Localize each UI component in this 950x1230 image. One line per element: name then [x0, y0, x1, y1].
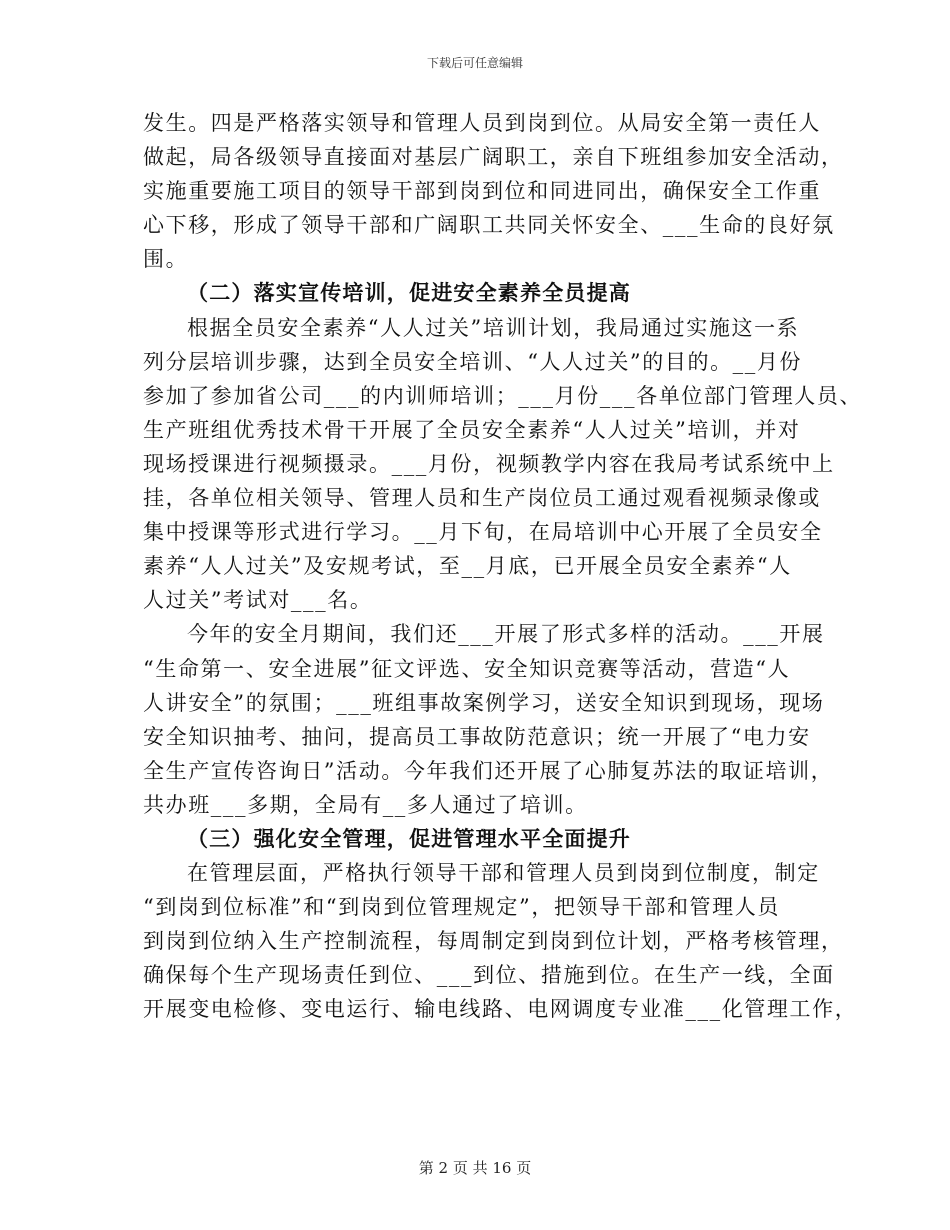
section-heading: （三）强化安全管理，促进管理水平全面提升 — [187, 825, 631, 851]
body-line: 挂，各单位相关领导、管理人员和生产岗位员工通过观看视频录像或 — [143, 486, 821, 511]
body-line: 确保每个生产现场责任到位、___到位、措施到位。在生产一线，全面 — [143, 963, 835, 988]
body-line: 开展变电检修、变电运行、输电线路、电网调度专业准___化管理工作， — [143, 997, 858, 1022]
body-line: 共办班___多期，全局有__多人通过了培训。 — [143, 792, 588, 817]
body-line: 现场授课进行视频摄录。___月份，视频教学内容在我局考试系统中上 — [143, 451, 835, 476]
body-line: 人讲安全”的氛围；___班组事故案例学习，送安全知识到现场，现场 — [143, 690, 825, 715]
page-footer: 第 2 页 共 16 页 — [418, 1159, 532, 1177]
paragraph-first-line: 今年的安全月期间，我们还___开展了形式多样的活动。___开展 — [187, 622, 825, 647]
body-line: “生命第一、安全进展”征文评选、安全知识竞赛等活动，营造“人 — [143, 656, 791, 681]
paragraph-first-line: 根据全员安全素养“人人过关”培训计划，我局通过实施这一系 — [187, 315, 800, 340]
body-line: 到岗到位纳入生产控制流程，每周制定到岗到位计划，严格考核管理， — [143, 929, 844, 954]
body-line: 做起，局各级领导直接面对基层广阔职工，亲自下班组参加安全活动， — [143, 145, 844, 170]
body-line: 围。 — [143, 247, 189, 272]
body-line: “到岗到位标准”和“到岗到位管理规定”，把领导干部和管理人员 — [143, 895, 780, 920]
body-line: 生产班组优秀技术骨干开展了全员安全素养“人人过关”培训，并对 — [143, 417, 801, 442]
body-line: 发生。四是严格落实领导和管理人员到岗到位。从局安全第一责任人 — [143, 111, 821, 135]
body-line: 安全知识抽考、抽问，提高员工事故防范意识；统一开展了“电力安 — [143, 724, 811, 749]
page-header: 下载后可任意编辑 — [426, 56, 523, 70]
body-line: 全生产宣传咨询日”活动。今年我们还开展了心肺复苏法的取证培训， — [143, 758, 834, 783]
body-line: 列分层培训步骤，达到全员安全培训、“人人过关”的目的。__月份 — [143, 349, 803, 374]
body-line: 实施重要施工项目的领导干部到岗到位和同进同出，确保安全工作重 — [143, 179, 821, 204]
section-heading: （二）落实宣传培训，促进安全素养全员提高 — [187, 280, 631, 306]
body-line: 人过关”考试对___名。 — [143, 588, 373, 613]
body-line: 集中授课等形式进行学习。__月下旬，在局培训中心开展了全员安全 — [143, 520, 823, 545]
document-body — [143, 106, 863, 1027]
body-line: 心下移，形成了领导干部和广阔职工共同关怀安全、___生命的良好氛 — [143, 213, 835, 238]
body-line: 素养“人人过关”及安规考试，至__月底，已开展全员安全素养“人 — [143, 554, 792, 579]
body-line: 参加了参加省公司___的内训师培训；___月份___各单位部门管理人员、 — [143, 383, 863, 408]
paragraph-first-line: 在管理层面，严格执行领导干部和管理人员到岗到位制度，制定 — [187, 861, 820, 886]
